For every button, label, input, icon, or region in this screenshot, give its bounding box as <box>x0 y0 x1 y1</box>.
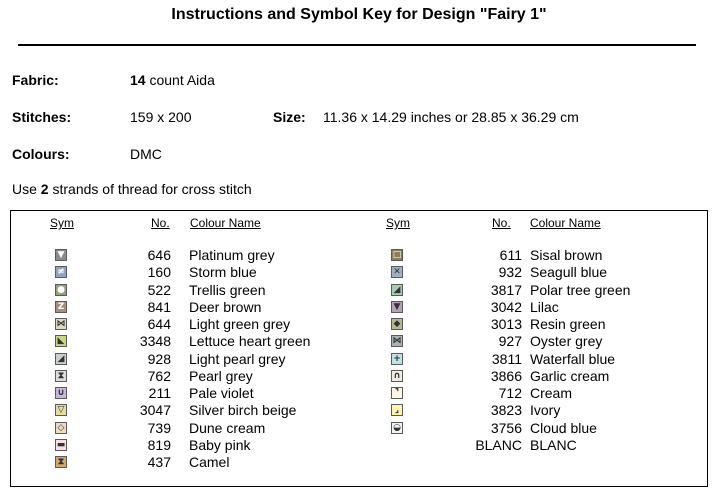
corner-triangle-icon: ◣ <box>55 335 67 347</box>
dmc-number: 522 <box>147 281 171 298</box>
page-title: Instructions and Symbol Key for Design "Fairy 1" <box>171 6 547 23</box>
key-row <box>11 368 351 385</box>
key-row <box>11 264 351 281</box>
colour-name: Resin green <box>530 316 606 332</box>
key-row <box>351 420 707 437</box>
key-row <box>11 420 351 437</box>
stitches-value: 159 x 200 <box>130 109 192 125</box>
colour-name: Pearl grey <box>189 367 253 384</box>
bar-icon: ▬ <box>56 439 66 450</box>
dmc-number: 3823 <box>490 402 522 419</box>
dmc-number: 3042 <box>490 298 522 315</box>
key-row <box>351 247 707 264</box>
key-column-left <box>11 247 351 471</box>
colour-name: Lettuce heart green <box>189 333 311 350</box>
dmc-number: 160 <box>147 264 171 281</box>
colour-name: Cloud blue <box>530 419 597 436</box>
dmc-number: 762 <box>147 367 171 384</box>
triangle-down-icon: ▼ <box>55 249 67 261</box>
colour-name: Seagull blue <box>530 264 608 281</box>
key-row <box>351 316 707 333</box>
colour-name: Light green grey <box>189 316 291 332</box>
cross-icon: ✕ <box>391 266 403 278</box>
triangle-outline-icon: ▽ <box>55 404 67 416</box>
key-row <box>11 299 351 316</box>
diamond-icon: ◆ <box>391 318 403 330</box>
dmc-number: 3047 <box>139 402 171 419</box>
colour-name: BLANC <box>530 436 577 453</box>
key-row <box>351 351 707 368</box>
bowtie-icon: ⋈ <box>392 336 402 347</box>
dmc-number: 211 <box>148 385 171 401</box>
key-row <box>11 282 351 299</box>
key-row <box>351 264 707 281</box>
dmc-number: 644 <box>147 316 171 332</box>
colour-name: Camel <box>189 454 230 470</box>
corner-bracket-icon: ⌟ <box>391 404 403 416</box>
bowtie-icon: ⋈ <box>56 319 66 329</box>
symbol-key-table <box>10 210 708 487</box>
key-row <box>11 333 351 350</box>
colour-name: Dune cream <box>189 419 266 436</box>
strands-pre: Use <box>12 181 41 197</box>
key-row <box>11 402 351 419</box>
corner-triangle-icon: ◢ <box>55 353 67 365</box>
dmc-number: 3866 <box>490 367 522 384</box>
key-row <box>351 402 707 419</box>
key-row <box>351 368 707 385</box>
size-value: 11.36 x 14.29 inches or 28.85 x 36.29 cm <box>323 109 579 125</box>
colour-name: Polar tree green <box>530 281 631 298</box>
colour-name: Cream <box>530 385 573 401</box>
half-circle-icon: ◒ <box>391 422 403 434</box>
colour-name: Oyster grey <box>530 333 603 350</box>
key-row <box>351 385 707 402</box>
key-row <box>11 351 351 368</box>
colour-name: Ivory <box>530 402 561 419</box>
colour-name: Pale violet <box>189 385 254 401</box>
cup-icon: ∪ <box>55 387 67 399</box>
fabric-text: count Aida <box>145 72 215 88</box>
key-row <box>11 385 351 402</box>
key-row <box>11 247 351 264</box>
dmc-number: 3013 <box>490 316 522 332</box>
key-row <box>351 299 707 316</box>
strands-instruction <box>12 181 252 197</box>
dmc-number: 646 <box>147 247 171 263</box>
strands-count: 2 <box>40 181 49 197</box>
colours-value: DMC <box>130 146 162 162</box>
dmc-number: 927 <box>498 333 522 350</box>
colour-name: Silver birch beige <box>189 402 297 419</box>
key-row <box>11 454 351 471</box>
corner-triangle-icon: ◢ <box>391 284 403 296</box>
colour-name: Waterfall blue <box>530 350 616 367</box>
header-name-right: Colour Name <box>530 216 601 230</box>
colour-name: Deer brown <box>189 298 262 315</box>
key-row <box>11 437 351 454</box>
size-label: Size: <box>273 109 306 125</box>
header-sym-left: Sym <box>50 216 74 230</box>
dmc-number: 437 <box>147 454 171 470</box>
key-column-right <box>351 247 707 454</box>
key-row <box>351 437 707 454</box>
title-divider <box>18 44 696 46</box>
diamond-outline-icon: ◇ <box>55 422 67 434</box>
cap-icon: ∩ <box>391 370 403 382</box>
fabric-label: Fabric: <box>12 72 59 88</box>
circle-icon: ● <box>55 284 67 296</box>
key-row <box>351 333 707 350</box>
dmc-number: 3817 <box>490 281 522 298</box>
colour-name: Trellis green <box>189 281 266 298</box>
not-equal-icon: ≠ <box>55 266 67 278</box>
colour-name: Baby pink <box>189 436 251 453</box>
plus-icon: + <box>391 353 403 365</box>
dmc-number: 739 <box>147 419 171 436</box>
dmc-number: 928 <box>147 350 171 367</box>
dmc-number: 611 <box>499 247 522 263</box>
z-icon: Z <box>55 301 67 313</box>
colours-label: Colours: <box>12 146 70 162</box>
colour-name: Light pearl grey <box>189 350 286 367</box>
colour-name: Sisal brown <box>530 247 603 263</box>
colour-name: Garlic cream <box>530 367 610 384</box>
hourglass-icon: ⧗ <box>55 456 67 468</box>
blank-swatch-icon <box>391 439 403 451</box>
strands-post: strands of thread for cross stitch <box>48 181 252 197</box>
header-sym-right: Sym <box>386 216 410 230</box>
dmc-number: BLANC <box>475 436 522 453</box>
dmc-number: 3756 <box>490 419 522 436</box>
hourglass-icon: ⧗ <box>55 370 67 382</box>
dmc-number: 3348 <box>139 333 171 350</box>
header-no-left: No. <box>151 216 170 230</box>
dmc-number: 712 <box>498 385 522 401</box>
dmc-number: 932 <box>498 264 522 281</box>
corner-bracket-icon: ⌝ <box>391 387 403 399</box>
fabric-value <box>130 72 215 88</box>
header-no-right: No. <box>492 216 511 230</box>
square-outline-icon: □ <box>392 250 402 260</box>
key-row <box>11 316 351 333</box>
dmc-number: 841 <box>147 298 171 315</box>
colour-name: Storm blue <box>189 264 257 281</box>
colour-name: Platinum grey <box>189 247 275 263</box>
triangle-down-icon: ▼ <box>391 301 403 313</box>
fabric-count: 14 <box>130 72 146 88</box>
header-name-left: Colour Name <box>190 216 261 230</box>
stitches-label: Stitches: <box>12 109 72 125</box>
key-row <box>351 282 707 299</box>
dmc-number: 819 <box>147 436 171 453</box>
dmc-number: 3811 <box>491 350 522 367</box>
colour-name: Lilac <box>530 298 559 315</box>
